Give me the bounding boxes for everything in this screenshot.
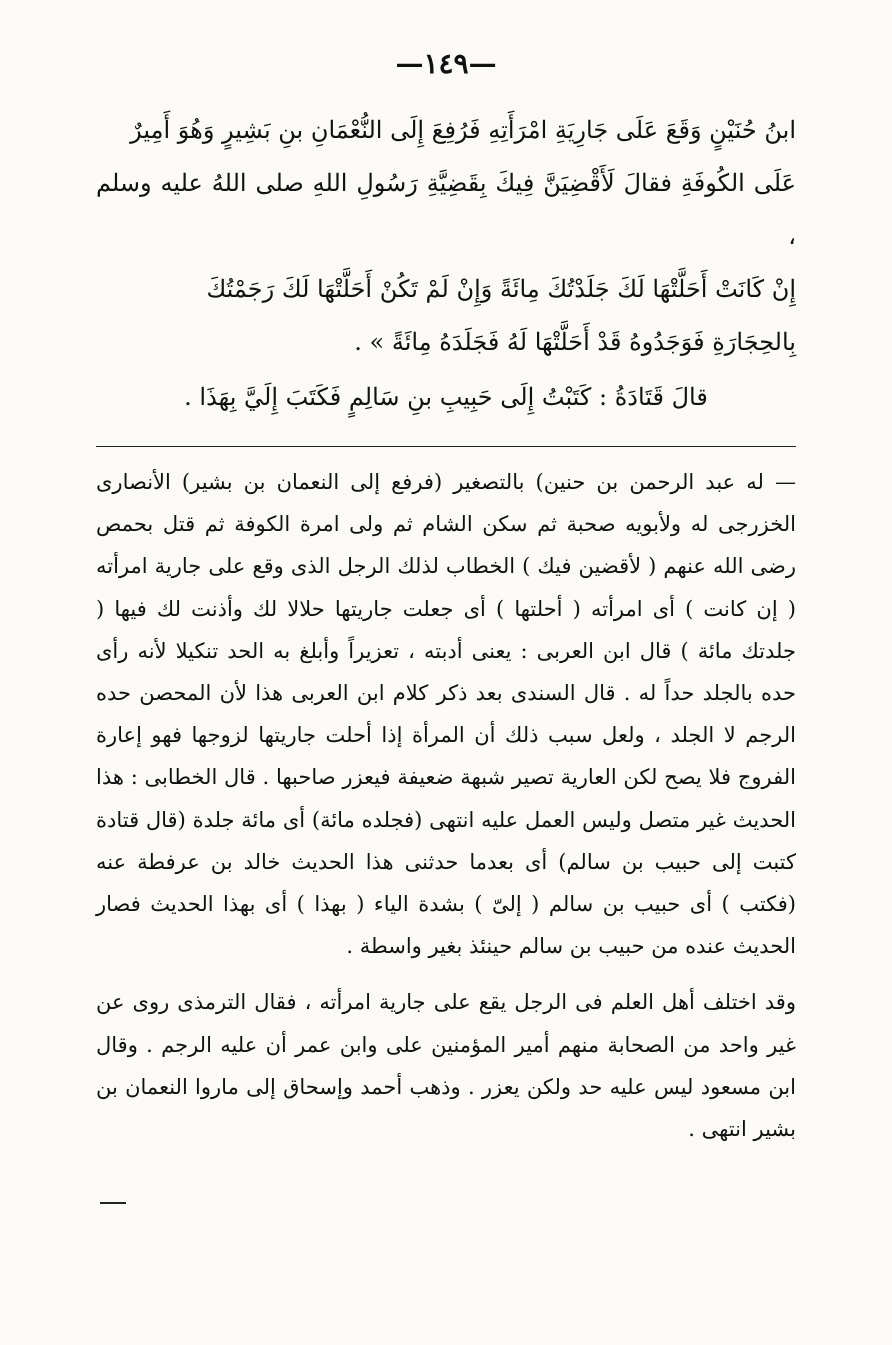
hadith-line: بِالحِجَارَةِ فَوَجَدُوهُ قَدْ أَحَلَّتْهَا لَهُ فَجَلَدَهُ مِائَةً » . xyxy=(354,328,796,356)
commentary-paragraph: — له عبد الرحمن بن حنين) بالتصغير (فرفع إلى النعمان بن بشير) الأنصارى الخزرجى له ولأبويه صحبة ثم سكن الشام ثم ولى امرة الكوفة ثم قتل بحمص رضى الله عنهم ( لأقضين فيك ) الخطاب لذلك الرجل الذى وقع على جارية امرأته ( إن كانت ) أى امرأته ( أحلتها ) أى جعلت جاريتها حلالا لك وأذنت لك فيها ( جلدتك مائة ) قال ابن العربى : يعنى أدبته ، تعزيراً وأبلغ به الحد تنكيلا لأنه رأى حده بالجلد حداً له . قال السندى بعد ذكر كلام ابن العربى هذا لأن المحصن حده الرجم لا الجلد ، ولعل سبب ذلك أن المرأة إذا أحلت جاريتها لزوجها فهو إعارة الفروج فلا يصح لكن العارية تصير شبهة ضعيفة فيعزر صاحبها . قال الخطابى : هذا الحديث غير متصل وليس العمل عليه انتهى (فجلده مائة) أى مائة جلدة (قال قتادة كتبت إلى حبيب بن سالم) أى بعدما حدثنى هذا الحديث خالد بن عرفطة عنه (فكتب ) أى حبيب بن سالم ( إلىّ ) بشدة الياء ( بهذا ) أى بهذا الحديث فصار الحديث عنده من حبيب بن سالم حينئذ بغير واسطة . xyxy=(96,470,796,959)
hadith-line: إِنْ كَانَتْ أَحَلَّتْهَا لَكَ جَلَدْتُكَ مِائَةً وَإِنْ لَمْ تَكُنْ أَحَلَّتْهَا لَكَ رَجَمْتُكَ xyxy=(206,275,796,303)
hadith-line: عَلَى الكُوفَةِ فقالَ لَأَقْضِيَنَّ فِيكَ بِقَضِيَّةِ رَسُولِ اللهِ صلى اللهُ عليه وسلم ، xyxy=(96,169,796,250)
commentary-paragraph: وقد اختلف أهل العلم فى الرجل يقع على جارية امرأته ، فقال الترمذى روى عن غير واحد من الصحابة منهم أمير المؤمنين على وابن عمر أن عليه الرجم . وقال ابن مسعود ليس عليه حد ولكن يعزر . وذهب أحمد وإسحاق إلى ماروا النعمان بن بشير انتهى . xyxy=(96,990,796,1142)
hadith-final-line: قالَ قَتَادَةُ : كَتَبْتُ إِلَى حَبِيبِ بنِ سَالِمٍ فَكَتَبَ إِلَيَّ بِهَذَا . xyxy=(184,383,708,411)
section-divider xyxy=(96,446,796,447)
hadith-text xyxy=(96,104,796,424)
page-number: —١٤٩— xyxy=(395,47,497,80)
commentary-text xyxy=(96,461,796,1150)
end-dash xyxy=(100,1202,126,1204)
hadith-line: ابنُ حُنَيْنٍ وَقَعَ عَلَى جَارِيَةِ امْرَأَتِهِ فَرُفِعَ إِلَى النُّعْمَانِ بنِ بَشِيرٍ وَهُوَ أَمِيرٌ xyxy=(130,116,796,144)
